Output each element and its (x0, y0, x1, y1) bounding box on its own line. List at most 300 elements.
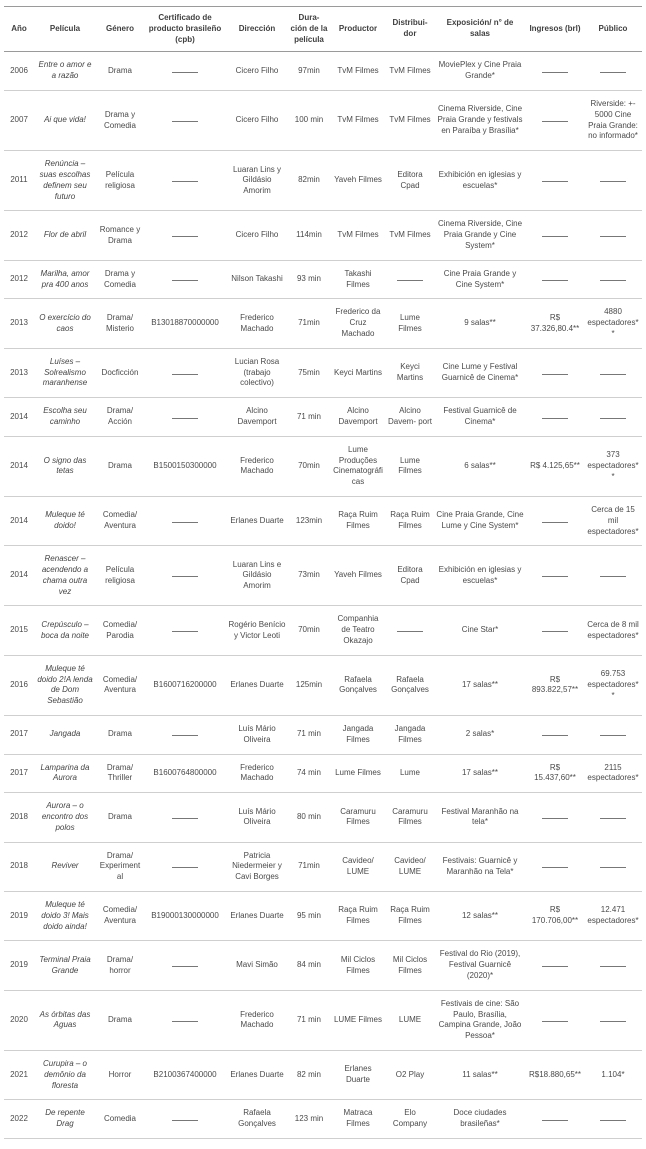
cell-pelicula: Muleque té doido 3! Mais doido ainda! (34, 892, 96, 941)
cell-exposicion: Cine Star* (434, 606, 526, 655)
cell-exposicion: Cine Lume y Festival Guarnicê de Cinema* (434, 348, 526, 397)
cell-exposicion: 2 salas* (434, 716, 526, 755)
cell-genero: Drama/ horror (96, 941, 144, 990)
empty-value-dash (542, 572, 568, 577)
cell-productor: LUME Filmes (330, 990, 386, 1050)
cell-ingresos (526, 606, 584, 655)
cell-productor: Raça Ruim Filmes (330, 892, 386, 941)
cell-ano: 2014 (4, 546, 34, 606)
cell-duracion: 73min (288, 546, 330, 606)
table-row (4, 299, 642, 348)
cell-genero: Comedia (96, 1100, 144, 1139)
cell-ano: 2017 (4, 716, 34, 755)
cell-productor: Erlanes Duarte (330, 1051, 386, 1100)
cell-productor: TvM Filmes (330, 211, 386, 260)
cell-ingresos (526, 90, 584, 150)
cell-publico (584, 990, 642, 1050)
cell-distribuidor: Editora Cpad (386, 546, 434, 606)
cell-exposicion: Cine Praia Grande y Cine System* (434, 260, 526, 299)
cell-distribuidor: LUME (386, 990, 434, 1050)
empty-value-dash (172, 517, 198, 522)
column-header-ano: Año (4, 7, 34, 52)
column-header-pelicula: Película (34, 7, 96, 52)
cell-duracion: 74 min (288, 754, 330, 793)
cell-distribuidor: Caramuru Filmes (386, 793, 434, 842)
cell-distribuidor: Elo Company (386, 1100, 434, 1139)
cell-distribuidor: TvM Filmes (386, 211, 434, 260)
cell-genero: Película religiosa (96, 546, 144, 606)
empty-value-dash (600, 413, 626, 418)
cell-certificado-cpb (144, 1100, 226, 1139)
cell-publico (584, 941, 642, 990)
cell-pelicula: Crepúsculo – boca da noite (34, 606, 96, 655)
cell-productor: Lume Produções Cinematográficas (330, 436, 386, 496)
empty-value-dash (542, 413, 568, 418)
cell-exposicion: MoviePlex y Cine Praia Grande* (434, 52, 526, 91)
cell-distribuidor: O2 Play (386, 1051, 434, 1100)
header-row (4, 7, 642, 52)
cell-ingresos (526, 793, 584, 842)
cell-ingresos (526, 941, 584, 990)
cell-distribuidor: Mil Ciclos Filmes (386, 941, 434, 990)
empty-value-dash (600, 67, 626, 72)
empty-value-dash (397, 627, 423, 632)
cell-ano: 2020 (4, 990, 34, 1050)
cell-publico: 12.471 espectadores* (584, 892, 642, 941)
cell-genero: Drama (96, 716, 144, 755)
empty-value-dash (172, 814, 198, 819)
cell-duracion: 70min (288, 436, 330, 496)
cell-pelicula: Aurora – o encontro dos polos (34, 793, 96, 842)
cell-publico (584, 398, 642, 437)
table-row (4, 348, 642, 397)
empty-value-dash (542, 117, 568, 122)
cell-pelicula: Renúncia – suas escolhas definem seu futuro (34, 151, 96, 211)
cell-pelicula: Marilha, amor pra 400 anos (34, 260, 96, 299)
cell-distribuidor: Editora Cpad (386, 151, 434, 211)
cell-genero: Película religiosa (96, 151, 144, 211)
cell-exposicion: 11 salas** (434, 1051, 526, 1100)
cell-ingresos (526, 496, 584, 545)
cell-publico: Riverside: +- 5000 Cine Praia Grande: no informado* (584, 90, 642, 150)
cell-publico (584, 260, 642, 299)
cell-duracion: 82min (288, 151, 330, 211)
cell-productor: Caramuru Filmes (330, 793, 386, 842)
cell-productor: Mil Ciclos Filmes (330, 941, 386, 990)
cell-direccion: Erlanes Duarte (226, 496, 288, 545)
empty-value-dash (542, 1017, 568, 1022)
empty-value-dash (600, 863, 626, 868)
cell-publico: 1.104* (584, 1051, 642, 1100)
empty-value-dash (172, 1017, 198, 1022)
cell-certificado-cpb: B1600716200000 (144, 655, 226, 715)
empty-value-dash (600, 1115, 626, 1120)
empty-value-dash (172, 731, 198, 736)
cell-ano: 2014 (4, 436, 34, 496)
cell-duracion: 84 min (288, 941, 330, 990)
table-row (4, 546, 642, 606)
table-row (4, 211, 642, 260)
cell-pelicula: De repente Drag (34, 1100, 96, 1139)
table-row (4, 398, 642, 437)
cell-exposicion: 9 salas** (434, 299, 526, 348)
cell-ingresos: R$ 15.437,60** (526, 754, 584, 793)
cell-genero: Drama y Comedia (96, 90, 144, 150)
cell-ingresos (526, 546, 584, 606)
cell-pelicula: Lamparina da Aurora (34, 754, 96, 793)
cell-pelicula: O signo das tetas (34, 436, 96, 496)
cell-duracion: 125min (288, 655, 330, 715)
cell-direccion: Frederico Machado (226, 990, 288, 1050)
cell-ano: 2014 (4, 496, 34, 545)
table-row (4, 842, 642, 891)
cell-exposicion: Exhibición en iglesias y escuelas* (434, 151, 526, 211)
cell-exposicion: Cinema Riverside, Cine Praia Grande y Cine System* (434, 211, 526, 260)
cell-certificado-cpb (144, 398, 226, 437)
column-header-publico: Público (584, 7, 642, 52)
table-row (4, 606, 642, 655)
cell-duracion: 93 min (288, 260, 330, 299)
table-row (4, 655, 642, 715)
cell-ano: 2013 (4, 348, 34, 397)
cell-publico: 69.753 espectadores** (584, 655, 642, 715)
cell-distribuidor: Lume Filmes (386, 436, 434, 496)
cell-genero: Drama/ Experimental (96, 842, 144, 891)
cell-productor: Takashi Filmes (330, 260, 386, 299)
cell-distribuidor (386, 260, 434, 299)
table-row (4, 941, 642, 990)
cell-productor: Alcino Davemport (330, 398, 386, 437)
empty-value-dash (172, 276, 198, 281)
cell-ano: 2022 (4, 1100, 34, 1139)
cell-ingresos (526, 151, 584, 211)
cell-productor: Yaveh Filmes (330, 546, 386, 606)
cell-direccion: Erlanes Duarte (226, 1051, 288, 1100)
cell-publico (584, 793, 642, 842)
cell-ano: 2007 (4, 90, 34, 150)
cell-ingresos: R$ 893.822,57** (526, 655, 584, 715)
table-row (4, 1100, 642, 1139)
cell-certificado-cpb (144, 151, 226, 211)
films-table (4, 6, 642, 1139)
cell-distribuidor: Cavideo/ LUME (386, 842, 434, 891)
cell-ano: 2011 (4, 151, 34, 211)
empty-value-dash (600, 731, 626, 736)
cell-publico: 373 espectadores** (584, 436, 642, 496)
cell-certificado-cpb (144, 842, 226, 891)
cell-duracion: 80 min (288, 793, 330, 842)
cell-duracion: 123 min (288, 1100, 330, 1139)
cell-pelicula: Jangada (34, 716, 96, 755)
cell-certificado-cpb (144, 546, 226, 606)
cell-ingresos (526, 260, 584, 299)
empty-value-dash (600, 572, 626, 577)
empty-value-dash (542, 863, 568, 868)
cell-distribuidor (386, 606, 434, 655)
cell-publico (584, 348, 642, 397)
cell-direccion: Mavi Simão (226, 941, 288, 990)
cell-publico (584, 842, 642, 891)
empty-value-dash (542, 627, 568, 632)
cell-certificado-cpb (144, 496, 226, 545)
cell-productor: TvM Filmes (330, 52, 386, 91)
cell-ano: 2014 (4, 398, 34, 437)
cell-pelicula: As órbitas das Aguas (34, 990, 96, 1050)
table-row (4, 716, 642, 755)
cell-ano: 2019 (4, 941, 34, 990)
table-header (4, 7, 642, 52)
table-row (4, 892, 642, 941)
cell-direccion: Luís Mário Oliveira (226, 716, 288, 755)
cell-direccion: Nilson Takashi (226, 260, 288, 299)
cell-exposicion: 17 salas** (434, 754, 526, 793)
cell-genero: Drama/ Thriller (96, 754, 144, 793)
cell-direccion: Luaran Lins y Gildásio Amorim (226, 151, 288, 211)
cell-exposicion: Cinema Riverside, Cine Praia Grande y festivals en Paraíba y Brasília* (434, 90, 526, 150)
cell-direccion: Lucian Rosa (trabajo colectivo) (226, 348, 288, 397)
cell-genero: Drama (96, 990, 144, 1050)
cell-genero: Drama y Comedia (96, 260, 144, 299)
cell-ingresos: R$ 170.706,00** (526, 892, 584, 941)
table-row (4, 260, 642, 299)
cell-distribuidor: TvM Filmes (386, 90, 434, 150)
cell-ingresos (526, 716, 584, 755)
cell-distribuidor: TvM Filmes (386, 52, 434, 91)
cell-ingresos (526, 211, 584, 260)
cell-direccion: Frederico Machado (226, 436, 288, 496)
empty-value-dash (397, 276, 423, 281)
table-row (4, 754, 642, 793)
table-row (4, 436, 642, 496)
cell-ano: 2019 (4, 892, 34, 941)
cell-duracion: 71min (288, 299, 330, 348)
cell-distribuidor: Rafaela Gonçalves (386, 655, 434, 715)
cell-certificado-cpb (144, 990, 226, 1050)
cell-pelicula: Renascer – acendendo a chama outra vez (34, 546, 96, 606)
cell-ingresos (526, 398, 584, 437)
empty-value-dash (542, 232, 568, 237)
column-header-duracion: Dura- ción de la película (288, 7, 330, 52)
cell-duracion: 95 min (288, 892, 330, 941)
empty-value-dash (600, 276, 626, 281)
empty-value-dash (542, 369, 568, 374)
cell-exposicion: Festival Guarnicê de Cinema* (434, 398, 526, 437)
cell-publico (584, 151, 642, 211)
empty-value-dash (542, 276, 568, 281)
cell-productor: Raça Ruim Filmes (330, 496, 386, 545)
cell-exposicion: Doce ciudades brasileñas* (434, 1100, 526, 1139)
cell-genero: Comedia/ Aventura (96, 655, 144, 715)
cell-ano: 2021 (4, 1051, 34, 1100)
cell-publico: 4880 espectadores** (584, 299, 642, 348)
empty-value-dash (600, 1017, 626, 1022)
cell-distribuidor: Raça Ruim Filmes (386, 496, 434, 545)
empty-value-dash (600, 369, 626, 374)
cell-productor: Frederico da Cruz Machado (330, 299, 386, 348)
cell-publico: Cerca de 15 mil espectadores* (584, 496, 642, 545)
cell-certificado-cpb: B13018870000000 (144, 299, 226, 348)
cell-duracion: 71min (288, 842, 330, 891)
cell-duracion: 114min (288, 211, 330, 260)
cell-publico (584, 1100, 642, 1139)
cell-genero: Drama (96, 793, 144, 842)
column-header-distribuidor: Distribui- dor (386, 7, 434, 52)
cell-direccion: Alcino Davemport (226, 398, 288, 437)
cell-productor: Yaveh Filmes (330, 151, 386, 211)
cell-ingresos (526, 842, 584, 891)
empty-value-dash (542, 177, 568, 182)
cell-ano: 2017 (4, 754, 34, 793)
empty-value-dash (542, 1115, 568, 1120)
cell-productor: Jangada Filmes (330, 716, 386, 755)
cell-certificado-cpb (144, 793, 226, 842)
table-body (4, 52, 642, 1139)
cell-duracion: 82 min (288, 1051, 330, 1100)
cell-ingresos: R$ 4.125,65** (526, 436, 584, 496)
cell-direccion: Cicero Filho (226, 52, 288, 91)
cell-direccion: Rafaela Gonçalves (226, 1100, 288, 1139)
cell-distribuidor: Alcino Davem- port (386, 398, 434, 437)
cell-productor: Lume Filmes (330, 754, 386, 793)
cell-ingresos (526, 990, 584, 1050)
cell-ano: 2013 (4, 299, 34, 348)
cell-publico (584, 52, 642, 91)
cell-pelicula: Muleque té doido 2!A lenda de Dom Sebastião (34, 655, 96, 715)
cell-productor: Rafaela Gonçalves (330, 655, 386, 715)
cell-ingresos: R$18.880,65** (526, 1051, 584, 1100)
cell-genero: Comedia/ Aventura (96, 496, 144, 545)
empty-value-dash (172, 232, 198, 237)
cell-publico (584, 546, 642, 606)
cell-exposicion: 17 salas** (434, 655, 526, 715)
cell-certificado-cpb (144, 90, 226, 150)
cell-certificado-cpb (144, 260, 226, 299)
cell-direccion: Frederico Machado (226, 754, 288, 793)
cell-certificado-cpb: B1500150300000 (144, 436, 226, 496)
cell-certificado-cpb: B19000130000000 (144, 892, 226, 941)
table-row (4, 496, 642, 545)
cell-exposicion: 12 salas** (434, 892, 526, 941)
cell-duracion: 71 min (288, 990, 330, 1050)
cell-pelicula: Muleque té doido! (34, 496, 96, 545)
cell-direccion: Cicero Filho (226, 211, 288, 260)
cell-pelicula: Entre o amor e a razão (34, 52, 96, 91)
cell-pelicula: Luíses – Solrealismo maranhense (34, 348, 96, 397)
cell-exposicion: Festival do Rio (2019), Festival Guarnicê (2020)* (434, 941, 526, 990)
cell-genero: Drama (96, 52, 144, 91)
table-row (4, 793, 642, 842)
cell-genero: Horror (96, 1051, 144, 1100)
table-row (4, 52, 642, 91)
cell-genero: Romance y Drama (96, 211, 144, 260)
cell-genero: Comedia/ Aventura (96, 892, 144, 941)
cell-duracion: 70min (288, 606, 330, 655)
cell-exposicion: 6 salas** (434, 436, 526, 496)
cell-pelicula: Curupira – o demônio da floresta (34, 1051, 96, 1100)
cell-productor: Matraca Filmes (330, 1100, 386, 1139)
cell-certificado-cpb: B2100367400000 (144, 1051, 226, 1100)
empty-value-dash (600, 177, 626, 182)
empty-value-dash (172, 177, 198, 182)
empty-value-dash (600, 962, 626, 967)
empty-value-dash (172, 572, 198, 577)
cell-exposicion: Exhibición en iglesias y escuelas* (434, 546, 526, 606)
column-header-certificado-cpb: Certificado de producto brasileño (cpb) (144, 7, 226, 52)
cell-ano: 2015 (4, 606, 34, 655)
cell-ingresos (526, 348, 584, 397)
table-row (4, 1051, 642, 1100)
cell-ingresos (526, 1100, 584, 1139)
cell-ano: 2018 (4, 793, 34, 842)
cell-publico (584, 716, 642, 755)
cell-direccion: Patricia Niedermeier y Cavi Borges (226, 842, 288, 891)
cell-exposicion: Cine Praia Grande, Cine Lume y Cine System* (434, 496, 526, 545)
cell-genero: Drama/ Misterio (96, 299, 144, 348)
cell-certificado-cpb (144, 348, 226, 397)
cell-publico: Cerca de 8 mil espectadores* (584, 606, 642, 655)
empty-value-dash (542, 731, 568, 736)
column-header-exposicion: Exposición/ n° de salas (434, 7, 526, 52)
cell-ingresos: R$ 37.326,80.4** (526, 299, 584, 348)
cell-genero: Docficción (96, 348, 144, 397)
empty-value-dash (542, 67, 568, 72)
cell-direccion: Erlanes Duarte (226, 655, 288, 715)
column-header-genero: Género (96, 7, 144, 52)
empty-value-dash (172, 1115, 198, 1120)
cell-ano: 2012 (4, 260, 34, 299)
cell-duracion: 123min (288, 496, 330, 545)
cell-genero: Comedia/ Parodia (96, 606, 144, 655)
cell-certificado-cpb (144, 716, 226, 755)
cell-distribuidor: Lume Filmes (386, 299, 434, 348)
cell-pelicula: Reviver (34, 842, 96, 891)
empty-value-dash (542, 517, 568, 522)
empty-value-dash (172, 369, 198, 374)
cell-duracion: 71 min (288, 716, 330, 755)
cell-distribuidor: Raça Ruim Filmes (386, 892, 434, 941)
cell-pelicula: Ai que vida! (34, 90, 96, 150)
cell-pelicula: Escolha seu caminho (34, 398, 96, 437)
cell-productor: TvM Filmes (330, 90, 386, 150)
empty-value-dash (600, 232, 626, 237)
cell-pelicula: Flor de abril (34, 211, 96, 260)
cell-ano: 2012 (4, 211, 34, 260)
cell-genero: Drama/ Acción (96, 398, 144, 437)
cell-exposicion: Festivais de cine: São Paulo, Brasília, Campina Grande, João Pessoa* (434, 990, 526, 1050)
cell-distribuidor: Lume (386, 754, 434, 793)
cell-direccion: Rogério Benício y Victor Leoti (226, 606, 288, 655)
cell-certificado-cpb (144, 606, 226, 655)
column-header-productor: Productor (330, 7, 386, 52)
empty-value-dash (542, 962, 568, 967)
empty-value-dash (172, 413, 198, 418)
cell-duracion: 97min (288, 52, 330, 91)
cell-productor: Cavideo/ LUME (330, 842, 386, 891)
cell-ano: 2006 (4, 52, 34, 91)
cell-direccion: Luaran Lins e Gildásio Amorim (226, 546, 288, 606)
cell-publico (584, 211, 642, 260)
column-header-direccion: Dirección (226, 7, 288, 52)
empty-value-dash (542, 814, 568, 819)
cell-ingresos (526, 52, 584, 91)
empty-value-dash (172, 962, 198, 967)
cell-pelicula: O exercício do caos (34, 299, 96, 348)
empty-value-dash (172, 863, 198, 868)
cell-certificado-cpb: B1600764800000 (144, 754, 226, 793)
cell-distribuidor: Keyci Martins (386, 348, 434, 397)
table-row (4, 990, 642, 1050)
cell-publico: 2115 espectadores* (584, 754, 642, 793)
